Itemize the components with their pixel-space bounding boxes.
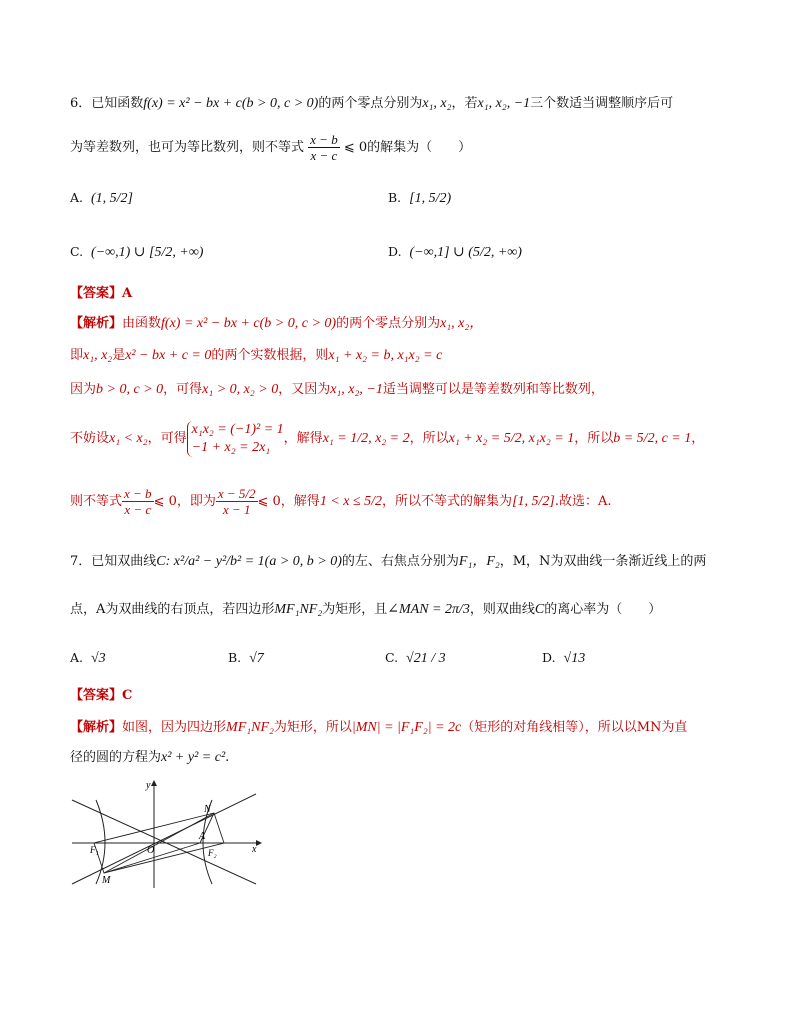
q6-text: 为等差数列，也可为等比数列，则不等式 [70,140,305,155]
q7-text: 为矩形，且 [322,602,388,617]
analysis-math: x₁ > 0, x₂ > 0 [202,382,279,397]
q7-analysis-line2 [70,748,229,768]
denominator: x − c [124,502,152,517]
q7-option-b[interactable] [228,650,264,667]
q7-text: 7．已知双曲线 [70,554,157,569]
option-value: √3 [90,651,106,666]
q7-answer: 【答案】C [70,688,133,703]
analysis-math: x₁, x₂， [440,316,484,331]
analysis-text: ，又因为 [278,382,331,397]
q6-text: 三个数适当调整顺序后可 [530,96,674,111]
q6-analysis-line4 [70,420,704,458]
analysis-math: x₁, x₂ [83,348,113,363]
analysis-math: x₁, x₂, −1 [330,382,383,397]
analysis-text: 则不等式 [70,494,123,509]
analysis-math: b = 5/2, c = 1 [613,431,692,446]
analysis-text: 的两个实数根据，则 [211,348,329,363]
analysis-text: ，解得 [283,431,323,446]
analysis-text: 为矩形，所以 [273,720,352,735]
analysis-math: |MN| = |F₁F₂| = 2c [351,720,462,735]
analysis-text: ，所以不等式的解集为 [382,494,513,509]
q6-text: ⩽ 0的解集为（ ） [343,140,472,155]
option-value: √21 / 3 [406,651,446,666]
option-label: D. [388,244,402,259]
q6-text: 6．已知函数 [70,96,144,111]
q6-analysis-line2 [70,346,442,366]
q7-math: ∠MAN = 2π/3 [387,602,470,617]
option-label: D. [542,650,556,665]
q7-text: ，M，N为双曲线一条渐近线上的两 [499,554,707,569]
denominator: x − c [310,148,338,163]
analysis-text: 不妨设 [70,431,110,446]
label-a: A [199,831,206,842]
q6-answer: 【答案】A [70,286,133,301]
equation-system [187,421,284,457]
q6-math: x₁, x₂, −1 [477,96,531,111]
q6-analysis-line3 [70,380,604,400]
analysis-math: x² − bx + c = 0 [125,348,212,363]
analysis-text: . [225,750,230,765]
q7-option-d[interactable] [542,650,585,667]
q7-text: 的离心率为（ ） [544,602,662,617]
analysis-math: x² + y² = c² [161,750,226,765]
option-value: (−∞,1) ∪ [5/2, +∞) [91,245,204,260]
analysis-text: 因为 [70,382,97,397]
analysis-text: 如图，因为四边形 [122,720,227,735]
label-f2: F₂ [208,848,217,858]
q6-analysis-line5 [70,482,612,522]
analysis-math: f(x) = x² − bx + c(b > 0, c > 0) [161,316,337,331]
q7-text: 的左、右焦点分别为 [341,554,459,569]
analysis-text: 适当调整可以是等差数列和等比数列， [382,382,604,397]
option-label: C. [70,244,84,259]
analysis-math: 1 < x ≤ 5/2 [319,494,383,509]
q6-option-d[interactable] [388,244,522,261]
analysis-math: x₁ + x₂ = b, x₁x₂ = c [328,348,443,363]
q7-option-c[interactable] [385,650,446,667]
analysis-math: x₁ < x₂ [109,431,148,446]
q6-line2 [70,132,471,163]
option-value: (−∞,1] ∪ (5/2, +∞) [409,245,522,260]
q7-math: C [534,602,545,617]
analysis-math: MF₁NF₂ [226,720,274,735]
y-axis-arrow [151,780,157,786]
q7-math: C: x²/a² − y²/b² = 1(a > 0, b > 0) [156,554,342,569]
fraction [216,486,258,517]
q6-analysis-line1 [70,314,483,334]
analysis-text: 即 [70,348,84,363]
q6-line1 [70,94,673,114]
option-value: (1, 5/2] [90,191,133,206]
label-o: O [147,845,155,856]
option-value: [1, 5/2) [409,191,452,206]
option-label: B. [228,650,242,665]
q7-text: 点，A为双曲线的右顶点，若四边形 [70,602,275,617]
analysis-math: [1, 5/2] [512,494,555,509]
q7-math: MF₁NF₂ [274,602,323,617]
hyperbola-figure [66,776,276,890]
option-value: √7 [249,651,264,666]
analysis-text: 是 [112,348,126,363]
option-label: C. [385,650,399,665]
analysis-text: ⩽ 0，即为 [153,494,216,509]
q7-text: ，则双曲线 [469,602,535,617]
analysis-text: ，可得 [163,382,203,397]
q7-math: F₁，F₂ [458,554,500,569]
fraction [122,486,154,517]
analysis-text: ， [691,431,705,446]
analysis-label: 【解析】 [70,316,123,331]
q6-option-b[interactable] [388,190,451,207]
asymptote [72,794,256,884]
x-axis-arrow [256,840,262,846]
label-x: x [252,844,257,855]
analysis-math: x₁ + x₂ = 5/2, x₁x₂ = 1 [448,431,575,446]
q7-option-a[interactable] [70,650,106,667]
analysis-text: 由函数 [122,316,162,331]
q7-line2 [70,600,661,620]
label-n: N [204,804,211,815]
equation: x₁x₂ = (−1)² = 1 [191,421,284,437]
analysis-math: b > 0, c > 0 [96,382,164,397]
option-label: B. [388,190,402,205]
analysis-text: ，所以 [409,431,449,446]
q7-line1 [70,552,706,572]
analysis-math: x₁ = 1/2, x₂ = 2 [322,431,410,446]
analysis-text: 的两个零点分别为 [336,316,441,331]
numerator: x − b [124,486,152,501]
analysis-label: 【解析】 [70,720,123,735]
label-f1: F₁ [90,845,99,855]
option-label: A. [70,650,84,665]
option-label: A. [70,190,84,205]
numerator: x − b [310,132,338,147]
q6-math: x₁, x₂ [422,96,452,111]
analysis-text: ⩽ 0，解得 [257,494,320,509]
q6-option-a[interactable] [70,190,133,207]
analysis-text: 径的圆的方程为 [70,750,162,765]
fraction [308,132,340,163]
label-y: y [146,780,151,791]
q6-option-c[interactable] [70,244,203,261]
option-value: √13 [563,651,586,666]
numerator: x − 5/2 [217,486,256,501]
q6-text: 的两个零点分别为 [318,96,423,111]
analysis-text: ，所以 [574,431,614,446]
q6-text: ，若 [451,96,478,111]
label-m: M [102,875,111,886]
q6-math: f(x) = x² − bx + c(b > 0, c > 0) [143,96,319,111]
q7-analysis-line1 [70,718,687,738]
analysis-text: ，可得 [147,431,187,446]
analysis-text: （矩形的对角线相等），所以以MN为直 [461,720,688,735]
denominator: x − 1 [222,502,251,517]
equation: −1 + x₂ = 2x₁ [191,439,271,455]
analysis-text: .故选：A. [554,494,612,509]
